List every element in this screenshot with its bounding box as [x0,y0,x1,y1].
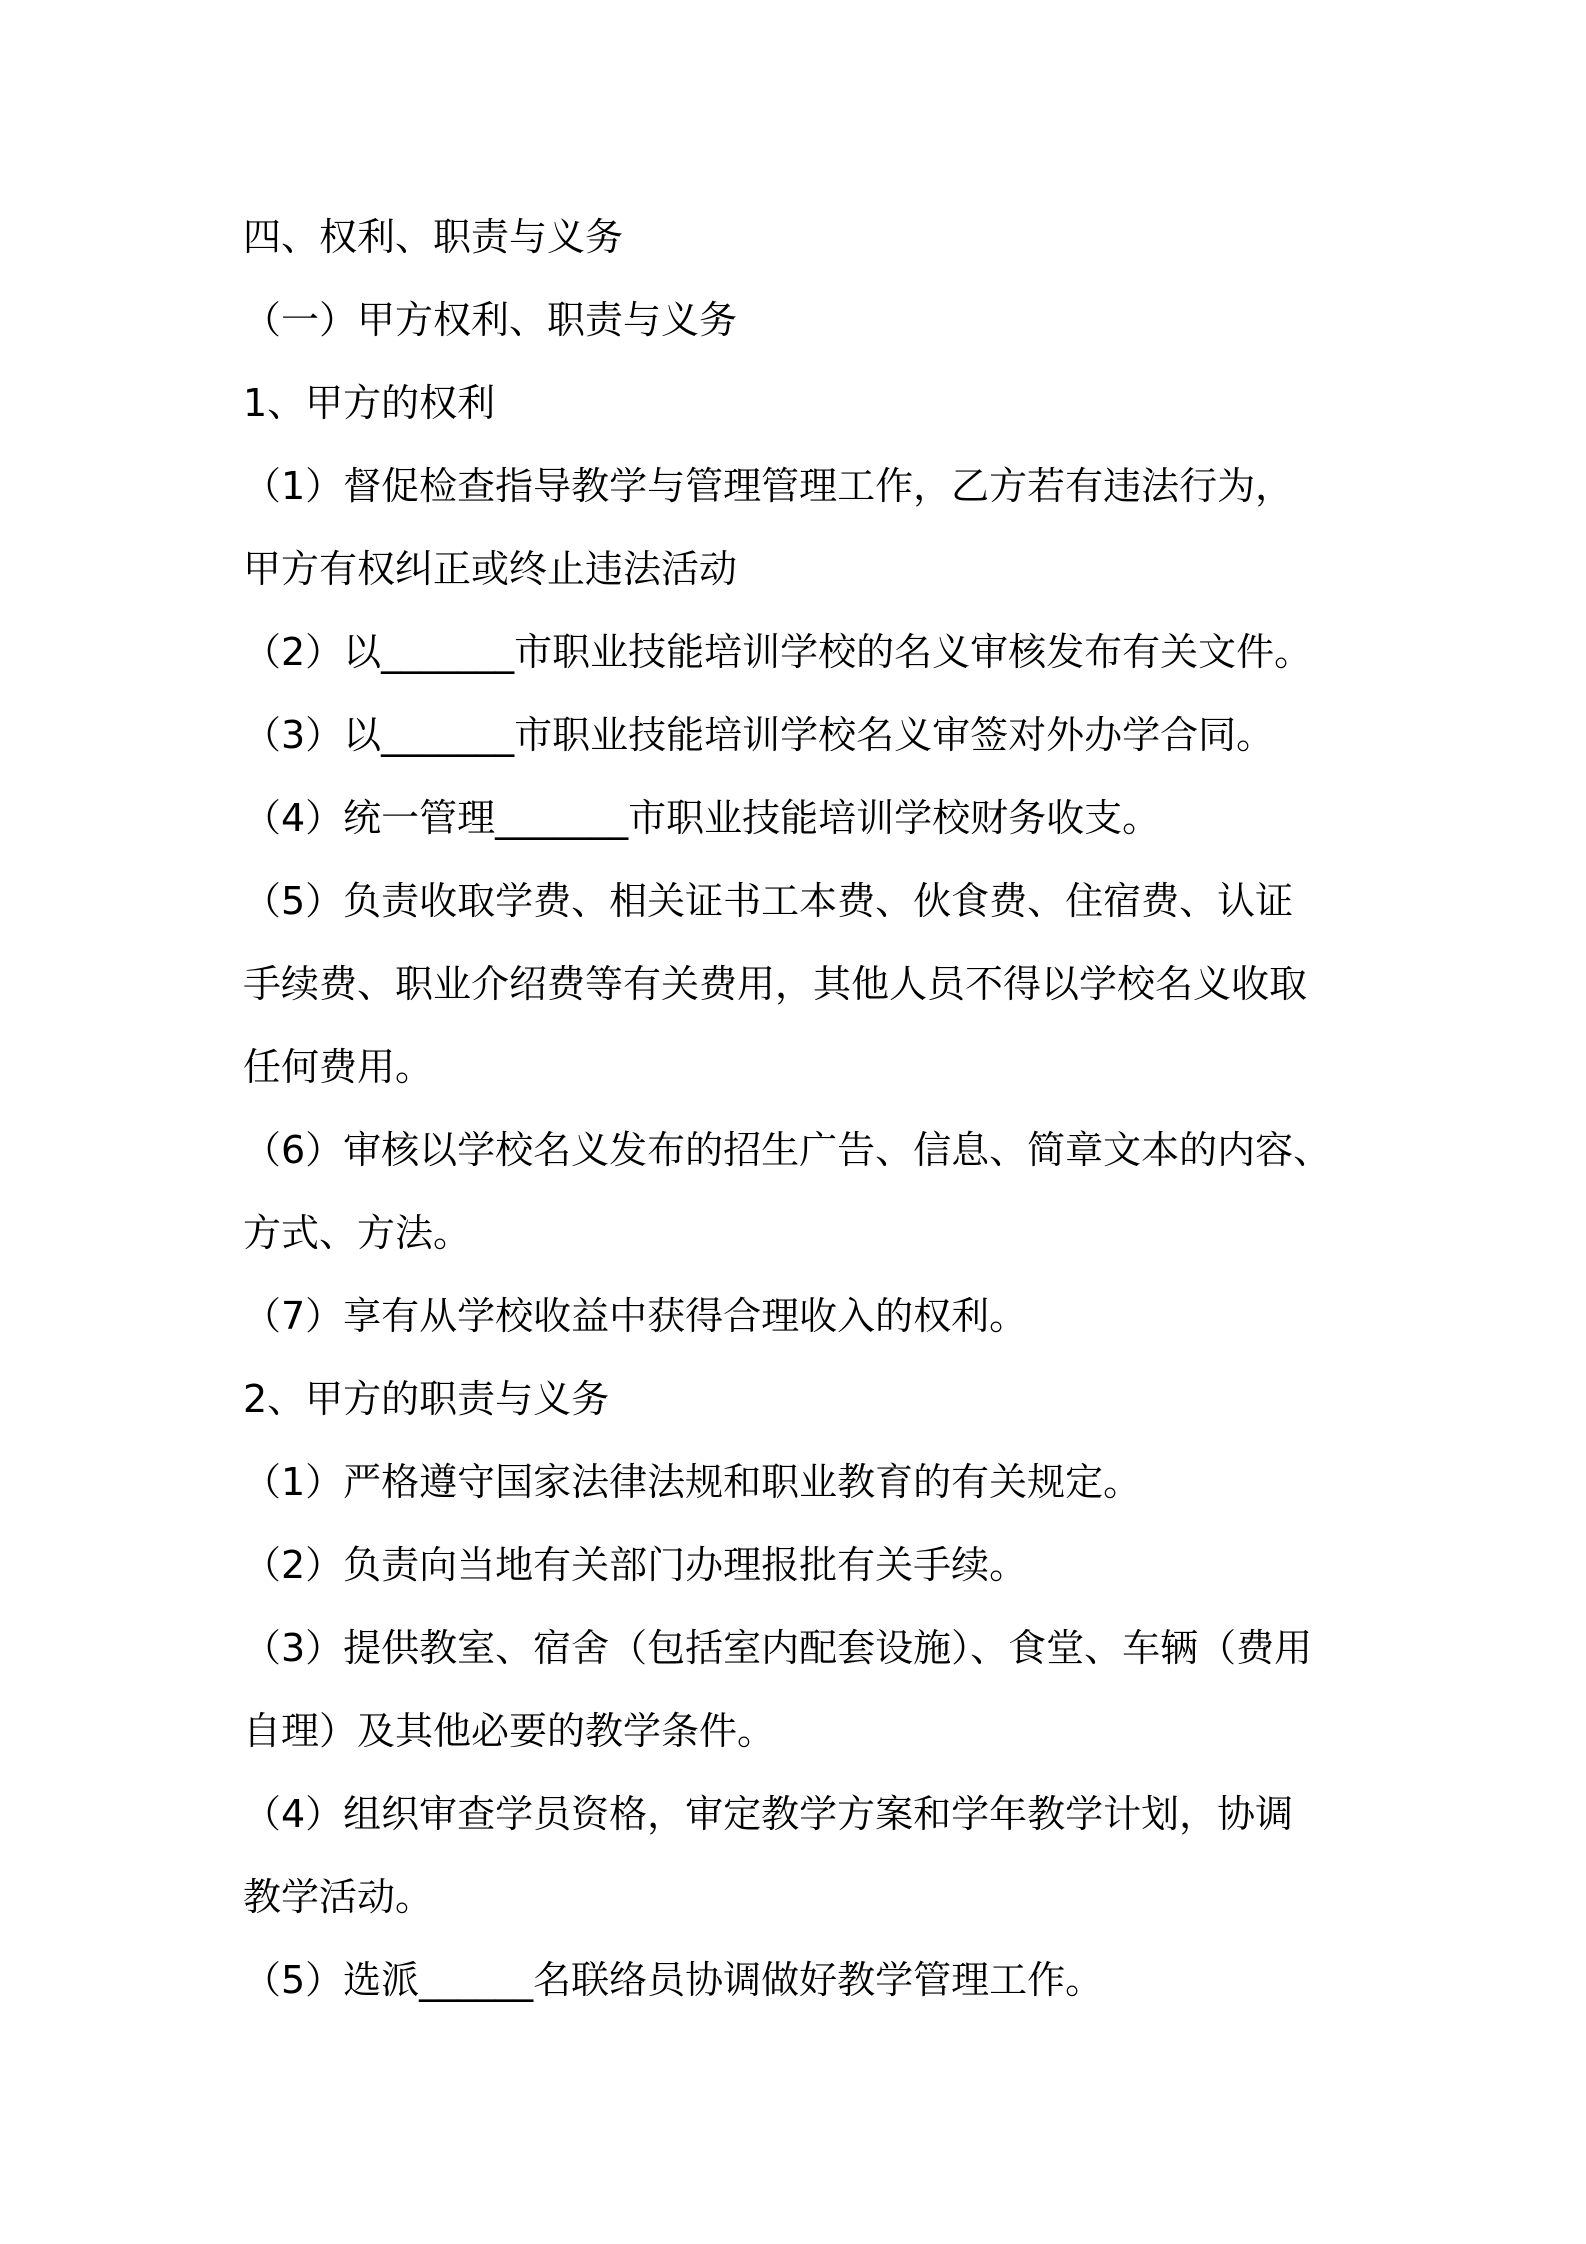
clause-heading: 2、甲方的职责与义务 [243,1377,610,1421]
paragraph-line: 自理）及其他必要的教学条件。 [243,1709,776,1753]
section-heading: 四、权利、职责与义务 [243,215,624,259]
paragraph-line: （6）审核以学校名义发布的招生广告、信息、简章文本的内容、 [243,1128,1332,1172]
paragraph-line: （2）负责向当地有关部门办理报批有关手续。 [243,1543,1028,1587]
paragraph-line: （1）严格遵守国家法律法规和职业教育的有关规定。 [243,1460,1142,1504]
paragraph-line: （5）选派______名联络员协调做好教学管理工作。 [243,1958,1104,2002]
paragraph-line: （7）享有从学校收益中获得合理收入的权利。 [243,1294,1028,1338]
paragraph-line: 方式、方法。 [243,1211,472,1255]
paragraph-line: （1）督促检查指导教学与管理管理工作，乙方若有违法行为， [243,464,1294,508]
paragraph-line: （4）统一管理_______市职业技能培训学校财务收支。 [243,796,1161,840]
clause-heading: 1、甲方的权利 [243,381,496,425]
document-body [243,196,1373,2022]
paragraph-line: （3）以_______市职业技能培训学校名义审签对外办学合同。 [243,713,1275,757]
paragraph-line: （4）组织审查学员资格，审定教学方案和学年教学计划，协调 [243,1792,1294,1836]
paragraph-line: 教学活动。 [243,1875,434,1919]
paragraph-line: 甲方有权纠正或终止违法活动 [243,547,738,591]
paragraph-line: （2）以_______市职业技能培训学校的名义审核发布有关文件。 [243,630,1313,674]
paragraph-line: 手续费、职业介绍费等有关费用，其他人员不得以学校名义收取 [243,962,1308,1006]
subsection-heading: （一）甲方权利、职责与义务 [243,298,738,342]
paragraph-line: （3）提供教室、宿舍（包括室内配套设施）、食堂、车辆（费用 [243,1626,1313,1670]
paragraph-line: （5）负责收取学费、相关证书工本费、伙食费、住宿费、认证 [243,879,1294,923]
paragraph-line: 任何费用。 [243,1045,434,1089]
